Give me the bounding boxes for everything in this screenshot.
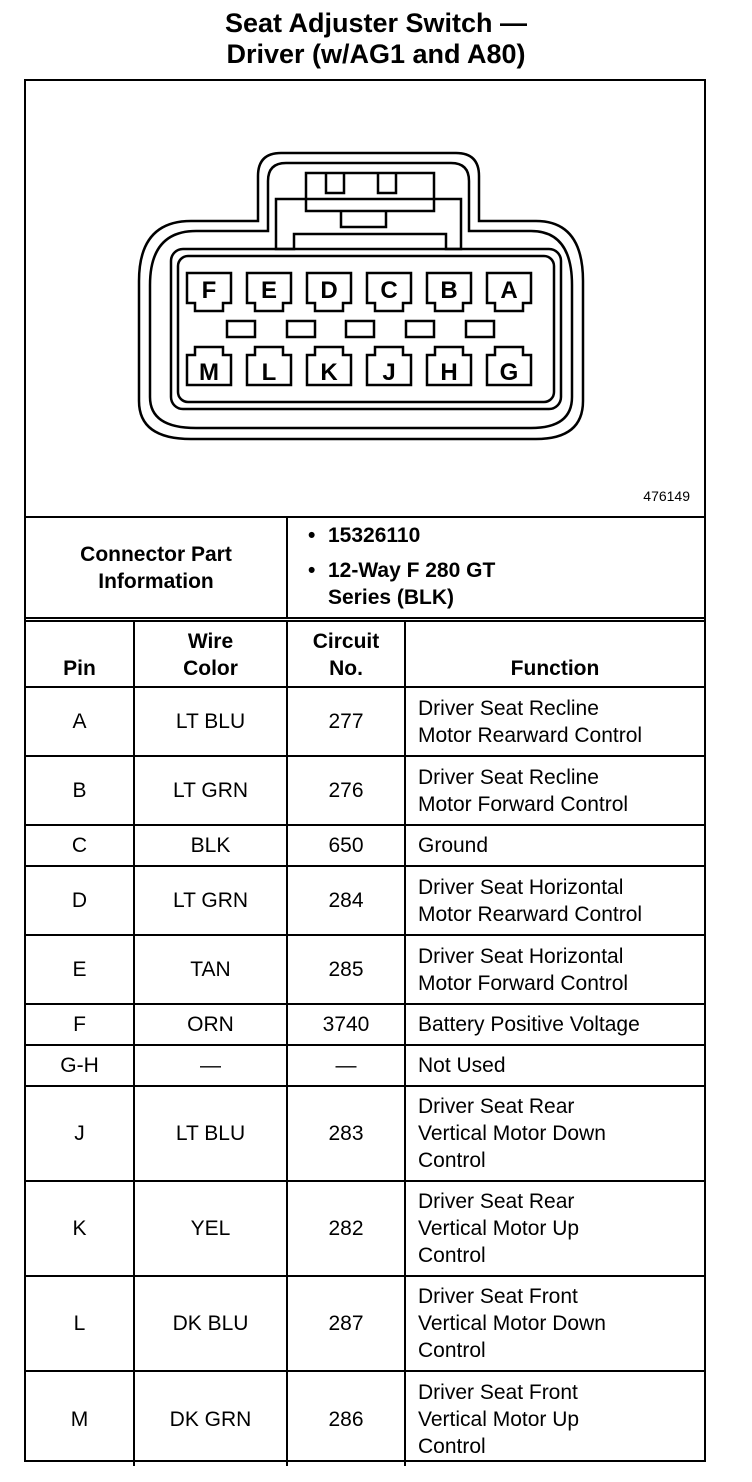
table-row <box>26 825 704 866</box>
circuit-cell: 287 <box>287 1276 405 1371</box>
wire-color-cell: TAN <box>134 935 287 1004</box>
pin-table <box>26 620 704 1466</box>
header-wire-color-line-2: Color <box>183 657 238 680</box>
connector-info-values <box>287 517 704 618</box>
connector-info-label-line-1: Connector Part <box>80 542 232 566</box>
pin-cell: K <box>26 1181 134 1276</box>
title-line-1: Seat Adjuster Switch — <box>224 8 528 38</box>
pin-label: H <box>440 359 458 386</box>
circuit-cell: 284 <box>287 866 405 935</box>
function-cell: Driver Seat Horizontal Motor Rearward Control <box>405 866 704 935</box>
pin-cell: M <box>26 1371 134 1466</box>
bullet: • <box>308 524 316 547</box>
header-function: Function <box>405 621 704 687</box>
header-circuit-line-1: Circuit <box>312 630 380 653</box>
circuit-cell: 3740 <box>287 1004 405 1045</box>
pin-label: F <box>201 277 217 304</box>
wire-color-cell: LT GRN <box>134 756 287 825</box>
circuit-cell: 286 <box>287 1371 405 1466</box>
connector-description-item <box>308 557 704 584</box>
table-row <box>26 756 704 825</box>
pin-cell: A <box>26 687 134 756</box>
table-row <box>26 1086 704 1181</box>
pin-cell: E <box>26 935 134 1004</box>
table-row <box>26 1181 704 1276</box>
pin-label: C <box>380 277 398 304</box>
wire-color-cell: BLK <box>134 825 287 866</box>
circuit-cell: 283 <box>287 1086 405 1181</box>
circuit-cell: 282 <box>287 1181 405 1276</box>
table-row <box>26 866 704 935</box>
table-row <box>26 687 704 756</box>
page-title <box>0 8 752 70</box>
title-line-2: Driver (w/AG1 and A80) <box>226 39 526 69</box>
circuit-cell: — <box>287 1045 405 1086</box>
header-circuit <box>287 621 405 687</box>
pin-label: G <box>499 359 519 386</box>
part-number-item <box>308 522 704 549</box>
wire-color-cell: ORN <box>134 1004 287 1045</box>
pin-label: A <box>500 277 518 304</box>
connector-info-label <box>26 517 287 618</box>
pin-label: L <box>261 359 277 386</box>
wire-color-cell: LT BLU <box>134 687 287 756</box>
connector-info-label-line-2: Information <box>98 569 214 593</box>
wire-color-cell: DK BLU <box>134 1276 287 1371</box>
function-cell: Driver Seat Rear Vertical Motor Down Control <box>405 1086 704 1181</box>
wire-color-cell: YEL <box>134 1181 287 1276</box>
pin-label: B <box>440 277 458 304</box>
pin-rows <box>26 687 704 1466</box>
pin-cell: G-H <box>26 1045 134 1086</box>
function-cell: Ground <box>405 825 704 866</box>
pin-label: D <box>320 277 338 304</box>
table-row <box>26 1276 704 1371</box>
connector-description-line-2-wrap <box>328 584 704 611</box>
pin-cell: J <box>26 1086 134 1181</box>
function-cell: Driver Seat Front Vertical Motor Up Control <box>405 1371 704 1466</box>
wire-color-cell: DK GRN <box>134 1371 287 1466</box>
pin-label: J <box>382 359 396 386</box>
table-row <box>26 935 704 1004</box>
table-row <box>26 1004 704 1045</box>
circuit-cell: 277 <box>287 687 405 756</box>
header-wire-color-line-1: Wire <box>187 630 234 653</box>
pin-cell: F <box>26 1004 134 1045</box>
pin-cell: L <box>26 1276 134 1371</box>
pin-cell: D <box>26 866 134 935</box>
bullet: • <box>308 559 316 582</box>
pin-label: K <box>320 359 338 386</box>
pin-cell: B <box>26 756 134 825</box>
function-cell: Not Used <box>405 1045 704 1086</box>
function-cell: Driver Seat Horizontal Motor Forward Control <box>405 935 704 1004</box>
function-cell: Driver Seat Front Vertical Motor Down Control <box>405 1276 704 1371</box>
header-circuit-line-2: No. <box>329 657 363 680</box>
connector-description-line-2: Series (BLK) <box>328 586 455 609</box>
pin-cell: C <box>26 825 134 866</box>
wire-color-cell: LT GRN <box>134 866 287 935</box>
header-wire-color <box>134 621 287 687</box>
function-cell: Driver Seat Recline Motor Forward Control <box>405 756 704 825</box>
wire-color-cell: LT BLU <box>134 1086 287 1181</box>
pin-label: M <box>199 359 219 386</box>
connector-frame <box>24 79 706 1462</box>
function-cell: Driver Seat Rear Vertical Motor Up Control <box>405 1181 704 1276</box>
circuit-cell: 276 <box>287 756 405 825</box>
table-row <box>26 1045 704 1086</box>
header-pin: Pin <box>26 621 134 687</box>
circuit-cell: 285 <box>287 935 405 1004</box>
table-row <box>26 1371 704 1466</box>
connector-description-line-1: 12-Way F 280 GT <box>328 559 496 582</box>
connector-diagram <box>26 81 704 516</box>
connector-info-table <box>26 516 704 619</box>
pin-label: E <box>260 277 278 304</box>
figure-number: 476149 <box>643 488 690 504</box>
connector-face-drawing <box>26 81 704 516</box>
wire-color-cell: — <box>134 1045 287 1086</box>
function-cell: Battery Positive Voltage <box>405 1004 704 1045</box>
function-cell: Driver Seat Recline Motor Rearward Control <box>405 687 704 756</box>
circuit-cell: 650 <box>287 825 405 866</box>
part-number: 15326110 <box>328 524 421 547</box>
